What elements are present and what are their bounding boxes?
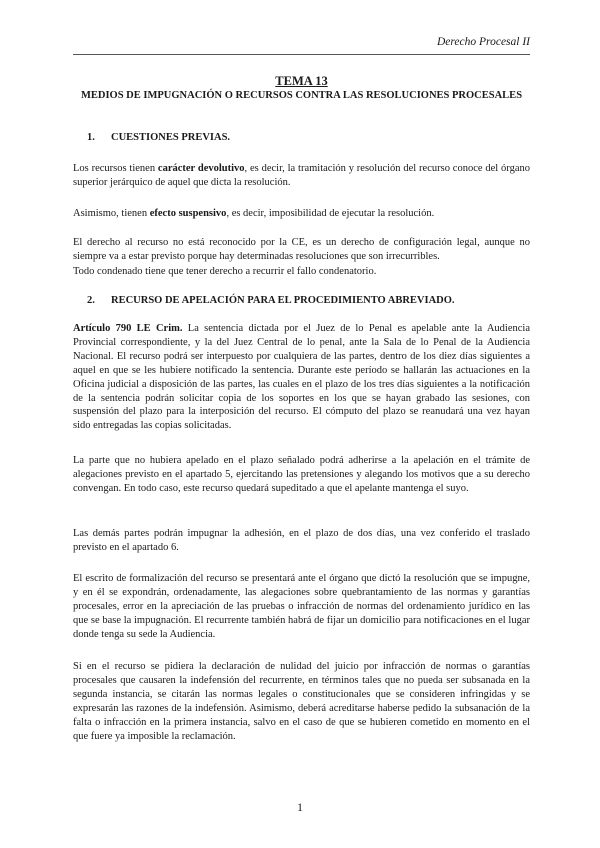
paragraph: El escrito de formalización del recurso se presentará ante el órgano que dictó la resolución que se impugne, y en él se expondrán, ordenadamente, las alegaciones sobre quebrantamiento de las normas y garantías procesales, error en la apreciación de las pruebas o infracción de normas del ordenamiento jurídico en las que se base la impugnación. El recurrente también habrá de fijar un domicilio para notificaciones en el lugar donde tenga su sede la Audiencia. (73, 573, 530, 640)
emphasis: Artículo 790 LE Crim. (73, 323, 183, 334)
paragraph: La parte que no hubiera apelado en el plazo señalado podrá adherirse a la apelación en el trámite de alegaciones previsto en el apartado 5, ejercitando las pretensiones y alegando los motivos que a su derecho convengan. En todo caso, este recurso quedará supeditado a que el apelante mantenga el suyo. (73, 455, 530, 494)
chapter-subtitle: MEDIOS DE IMPUGNACIÓN O RECURSOS CONTRA LAS RESOLUCIONES PROCESALES (80, 90, 523, 101)
paragraph: Todo condenado tiene que tener derecho a recurrir el fallo condenatorio. (73, 266, 377, 277)
paragraph: Artículo 790 LE Crim. La sentencia dictada por el Juez de lo Penal es apelable ante la Audiencia Provincial correspondiente, y la del Juez Central de lo penal, ante la Sala de lo Penal de la Audiencia Nacional. El recurso podrá ser interpuesto por cualquiera de las partes, dentro de los diez días siguientes a aquel en que se les hubiere notificado la sentencia. Durante este período se hallarán las actuaciones en la Oficina judicial a disposición de las partes, las cuales en el plazo de los tres días siguientes a la notificación de la sentencia podrán solicitar copia de los soportes en los que se hayan grabado las sesiones, con suspensión del plazo para la interposición del recurso. El cómputo del plazo se reanudará una vez hayan sido entregadas las copias solicitadas. (73, 323, 530, 432)
paragraph: Asimismo, tienen efecto suspensivo, es decir, imposibilidad de ejecutar la resolución. (73, 208, 435, 219)
section-heading-2 (87, 295, 455, 306)
section-number: 2. (87, 295, 95, 306)
paragraph: Las demás partes podrán impugnar la adhesión, en el plazo de dos días, una vez conferido el traslado previsto en el apartado 6. (73, 528, 530, 553)
paragraph: Si en el recurso se pidiera la declaración de nulidad del juicio por infracción de normas o garantías procesales que causaren la indefensión del recurrente, en términos tales que no pueda ser subsanada en la segunda instancia, se citarán las normas legales o constitucionales que se consideren infringidas y se expresarán las razones de la indefensión. Asimismo, deberá acreditarse haberse pedido la subsanación de la falta o infracción en la primera instancia, salvo en el caso de que se hubieren cometido en momento en el que fuere ya imposible la reclamación. (73, 661, 530, 742)
section-number: 1. (87, 132, 95, 143)
section-heading-text: CUESTIONES PREVIAS. (111, 132, 231, 143)
emphasis: carácter devolutivo (157, 163, 245, 174)
header-rule (73, 54, 530, 55)
section-heading-text: RECURSO DE APELACIÓN PARA EL PROCEDIMIENTO ABREVIADO. (111, 295, 455, 306)
chapter-title: TEMA 13 (275, 74, 328, 88)
emphasis: efecto suspensivo (149, 208, 227, 219)
section-heading-1 (87, 132, 230, 143)
page-number: 1 (297, 800, 303, 814)
paragraph: Los recursos tienen carácter devolutivo, es decir, la tramitación y resolución del recurso conoce del órgano superior jerárquico de aquel que dicta la resolución. (73, 163, 530, 188)
paragraph: El derecho al recurso no está reconocido por la CE, es un derecho de configuración legal, aunque no siempre va a estar previsto porque hay determinadas resoluciones que son irrecurribles. (73, 237, 530, 262)
title-block (73, 74, 530, 102)
running-header: Derecho Procesal II (436, 36, 530, 48)
